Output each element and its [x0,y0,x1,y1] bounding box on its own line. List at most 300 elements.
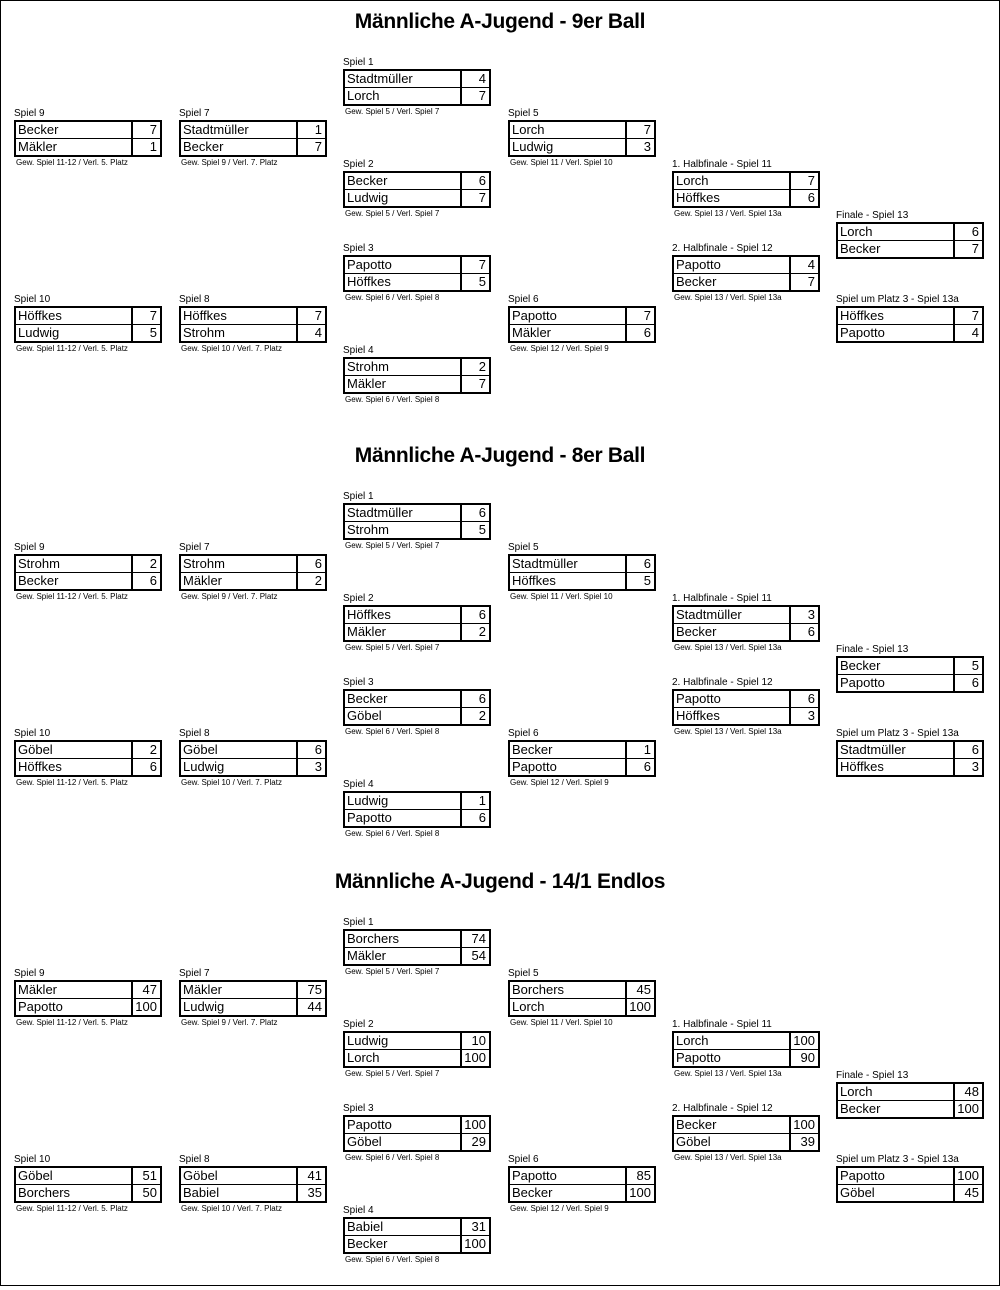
player-name: Becker [512,1185,553,1200]
match-label: Finale - Spiel 13 [836,210,909,221]
player-name: Becker [676,1117,717,1132]
player-name: Höffkes [512,573,556,588]
match-label: Spiel 10 [14,728,51,739]
match [836,1154,984,1217]
player-row [674,1117,818,1133]
match-note: Gew. Spiel 5 / Verl. Spiel 7 [345,967,440,976]
match-label: Spiel 6 [508,294,539,305]
match-box [179,980,327,1017]
player-name: Papotto [676,1050,721,1065]
match-label: 1. Halbfinale - Spiel 11 [672,1019,772,1030]
player-name: Göbel [840,1185,875,1200]
match [508,108,656,171]
match [14,542,162,605]
player-score: 7 [131,122,160,138]
player-row [181,998,325,1015]
match-note [836,777,984,791]
player-name: Lorch [676,1033,709,1048]
player-row [345,1033,489,1049]
match [179,294,327,357]
player-row [674,691,818,707]
player-name: Papotto [840,1168,885,1183]
player-row [345,505,489,521]
match [508,1154,656,1217]
match [508,294,656,357]
player-row [345,87,489,104]
match-note: Gew. Spiel 11 / Verl. Spiel 10 [510,592,613,601]
match-label: Spiel 3 [343,677,374,688]
player-row [345,359,489,375]
match-note: Gew. Spiel 5 / Verl. Spiel 7 [345,107,440,116]
match-note [836,1203,984,1217]
match-box [508,740,656,777]
player-name: Ludwig [347,190,389,205]
player-name: Mäkler [512,325,552,340]
player-score: 100 [789,1117,818,1133]
player-score: 7 [296,308,325,324]
player-score: 5 [131,325,160,341]
player-name: Mäkler [347,376,387,391]
player-score: 6 [131,573,160,589]
match [14,294,162,357]
player-score: 51 [131,1168,160,1184]
player-row [510,122,654,138]
player-name: Höffkes [676,190,720,205]
match-note: Gew. Spiel 6 / Verl. Spiel 8 [345,727,440,736]
match-label: Spiel 9 [14,542,45,553]
player-row [16,572,160,589]
player-score: 35 [296,1185,325,1201]
player-row [181,982,325,998]
match-label: Spiel 9 [14,108,45,119]
player-row [345,1049,489,1066]
match-box [343,689,491,726]
match-box [179,120,327,157]
player-score: 4 [953,325,982,341]
match-box [508,306,656,343]
player-row [674,1133,818,1150]
match-box [836,1166,984,1203]
match [836,1070,984,1133]
match-box [14,1166,162,1203]
player-name: Papotto [840,325,885,340]
match-box [179,554,327,591]
match-note: Gew. Spiel 11-12 / Verl. 5. Platz [16,158,128,167]
player-name: Strohm [18,556,60,571]
match-note: Gew. Spiel 6 / Verl. Spiel 8 [345,395,440,404]
match-label: Spiel 7 [179,108,210,119]
player-name: Strohm [347,359,389,374]
player-score: 5 [625,573,654,589]
player-name: Höffkes [840,308,884,323]
player-score: 2 [460,359,489,375]
player-score: 2 [460,708,489,724]
player-row [838,1084,982,1100]
player-row [345,931,489,947]
match-box [343,357,491,394]
match-note: Gew. Spiel 9 / Verl. 7. Platz [181,1018,278,1027]
match-label: Spiel um Platz 3 - Spiel 13a [836,294,959,305]
match [343,1103,491,1166]
player-row [181,556,325,572]
match-note: Gew. Spiel 9 / Verl. 7. Platz [181,592,278,601]
match [836,644,984,707]
match-label: Spiel 8 [179,728,210,739]
player-score: 7 [460,257,489,273]
player-score: 7 [953,241,982,257]
match [672,593,820,656]
match-label: Spiel 3 [343,1103,374,1114]
match-box [343,1031,491,1068]
player-score: 7 [460,190,489,206]
player-row [345,623,489,640]
player-row [674,707,818,724]
player-name: Mäkler [18,139,58,154]
player-name: Papotto [347,1117,392,1132]
match-note: Gew. Spiel 11-12 / Verl. 5. Platz [16,1018,128,1027]
player-name: Becker [347,691,388,706]
player-row [181,1184,325,1201]
player-row [16,1168,160,1184]
match-label: Spiel 4 [343,345,374,356]
player-score: 6 [953,224,982,240]
player-name: Papotto [840,675,885,690]
match-label: Spiel 4 [343,779,374,790]
player-score: 3 [625,139,654,155]
player-score: 54 [460,948,489,964]
bracket-section [0,860,1000,1290]
player-score: 7 [789,173,818,189]
player-name: Lorch [676,173,709,188]
player-name: Lorch [840,224,873,239]
player-name: Ludwig [183,759,225,774]
player-score: 29 [460,1134,489,1150]
match [343,779,491,842]
match-note: Gew. Spiel 10 / Verl. 7. Platz [181,1204,282,1213]
match [508,728,656,791]
match-note [836,1119,984,1133]
player-score: 2 [131,742,160,758]
player-row [16,742,160,758]
player-row [838,658,982,674]
match-note: Gew. Spiel 13 / Verl. Spiel 13a [674,209,782,218]
match-box [672,1031,820,1068]
player-name: Mäkler [347,948,387,963]
player-score: 5 [460,274,489,290]
player-name: Becker [840,658,881,673]
player-score: 100 [789,1033,818,1049]
player-row [674,173,818,189]
player-row [838,224,982,240]
match-label: 2. Halbfinale - Spiel 12 [672,1103,773,1114]
player-name: Stadtmüller [840,742,906,757]
player-name: Höffkes [18,308,62,323]
player-name: Ludwig [347,793,389,808]
player-name: Mäkler [18,982,58,997]
match-note [836,259,984,273]
match-box [836,222,984,259]
section-title: Männliche A-Jugend - 14/1 Endlos [334,870,666,893]
player-row [510,138,654,155]
match-box [836,656,984,693]
match [836,210,984,273]
player-name: Becker [676,624,717,639]
match-note: Gew. Spiel 9 / Verl. 7. Platz [181,158,278,167]
player-score: 6 [296,556,325,572]
player-score: 6 [953,742,982,758]
section-title: Männliche A-Jugend - 8er Ball [354,444,646,467]
player-score: 100 [953,1101,982,1117]
player-row [345,947,489,964]
player-row [345,375,489,392]
player-row [345,707,489,724]
player-name: Lorch [512,122,545,137]
player-name: Göbel [676,1134,711,1149]
player-score: 6 [625,759,654,775]
match-box [508,554,656,591]
player-score: 7 [789,274,818,290]
player-score: 1 [460,793,489,809]
match-note [836,343,984,357]
player-name: Strohm [347,522,389,537]
player-score: 4 [460,71,489,87]
match [179,1154,327,1217]
match-label: Spiel 10 [14,1154,51,1165]
player-score: 6 [625,325,654,341]
player-name: Göbel [183,1168,218,1183]
match-label: Finale - Spiel 13 [836,644,909,655]
match-label: Spiel 1 [343,491,374,502]
match-note [836,693,984,707]
match-box [343,1115,491,1152]
player-row [510,556,654,572]
player-name: Stadtmüller [676,607,742,622]
player-name: Babiel [183,1185,220,1200]
match [343,1019,491,1082]
player-row [16,556,160,572]
player-score: 10 [460,1033,489,1049]
player-score: 31 [460,1219,489,1235]
match [179,728,327,791]
match-label: Spiel 5 [508,108,539,119]
player-row [674,1049,818,1066]
player-row [345,521,489,538]
match [672,159,820,222]
player-row [674,189,818,206]
match [14,728,162,791]
player-name: Göbel [183,742,218,757]
player-score: 39 [789,1134,818,1150]
match-label: Finale - Spiel 13 [836,1070,909,1081]
player-score: 6 [789,624,818,640]
match-box [508,120,656,157]
player-score: 50 [131,1185,160,1201]
player-row [16,122,160,138]
player-score: 6 [789,190,818,206]
match-label: Spiel 2 [343,593,374,604]
match-note: Gew. Spiel 6 / Verl. Spiel 8 [345,1153,440,1162]
player-row [838,1184,982,1201]
player-score: 100 [131,999,160,1015]
player-name: Stadtmüller [347,505,413,520]
player-row [838,308,982,324]
match-label: Spiel 8 [179,1154,210,1165]
player-row [345,71,489,87]
match-box [672,605,820,642]
match-note: Gew. Spiel 5 / Verl. Spiel 7 [345,1069,440,1078]
player-name: Ludwig [347,1033,389,1048]
player-score: 6 [460,505,489,521]
player-row [510,1184,654,1201]
player-name: Strohm [183,556,225,571]
match-label: Spiel 5 [508,542,539,553]
match-note: Gew. Spiel 6 / Verl. Spiel 8 [345,293,440,302]
match-box [343,1217,491,1254]
match [836,294,984,357]
player-row [345,607,489,623]
match-box [343,605,491,642]
match [343,345,491,408]
player-name: Strohm [183,325,225,340]
match [179,108,327,171]
match-box [14,980,162,1017]
player-name: Borchers [512,982,565,997]
player-score: 75 [296,982,325,998]
player-row [345,809,489,826]
player-row [181,324,325,341]
player-name: Papotto [676,691,721,706]
player-score: 48 [953,1084,982,1100]
match [343,159,491,222]
player-row [838,742,982,758]
player-row [16,324,160,341]
player-row [674,607,818,623]
match-label: Spiel 1 [343,917,374,928]
player-name: Becker [183,139,224,154]
match [672,243,820,306]
player-name: Becker [347,1236,388,1251]
player-row [510,758,654,775]
player-row [345,1117,489,1133]
player-name: Becker [18,122,59,137]
match-note: Gew. Spiel 6 / Verl. Spiel 8 [345,1255,440,1264]
match-note: Gew. Spiel 13 / Verl. Spiel 13a [674,643,782,652]
match-note: Gew. Spiel 11 / Verl. Spiel 10 [510,158,613,167]
player-score: 6 [460,810,489,826]
bracket-section [0,0,1000,430]
match [343,677,491,740]
match-label: Spiel 9 [14,968,45,979]
player-row [345,691,489,707]
match-box [179,740,327,777]
player-score: 100 [460,1050,489,1066]
match [836,728,984,791]
player-name: Papotto [512,1168,557,1183]
match [343,491,491,554]
player-score: 7 [131,308,160,324]
player-row [181,138,325,155]
match-note: Gew. Spiel 10 / Verl. 7. Platz [181,344,282,353]
match-box [14,306,162,343]
match [508,968,656,1031]
player-name: Höffkes [183,308,227,323]
player-row [16,308,160,324]
match-label: Spiel 2 [343,159,374,170]
player-name: Papotto [512,308,557,323]
player-row [16,998,160,1015]
match-box [14,120,162,157]
player-row [345,173,489,189]
match-label: Spiel 1 [343,57,374,68]
player-score: 7 [460,376,489,392]
player-name: Stadtmüller [183,122,249,137]
player-row [510,1168,654,1184]
match-label: Spiel 5 [508,968,539,979]
match-label: Spiel 2 [343,1019,374,1030]
player-name: Mäkler [347,624,387,639]
player-name: Papotto [347,810,392,825]
match-box [836,740,984,777]
player-score: 45 [953,1185,982,1201]
match-box [672,689,820,726]
player-row [16,1184,160,1201]
player-score: 5 [953,658,982,674]
player-score: 100 [953,1168,982,1184]
match-note: Gew. Spiel 11-12 / Verl. 5. Platz [16,592,128,601]
match [179,968,327,1031]
match-note: Gew. Spiel 13 / Verl. Spiel 13a [674,293,782,302]
player-score: 3 [789,607,818,623]
player-score: 74 [460,931,489,947]
player-score: 85 [625,1168,654,1184]
player-name: Papotto [18,999,63,1014]
match-label: Spiel 7 [179,542,210,553]
player-name: Höffkes [676,708,720,723]
player-name: Borchers [18,1185,71,1200]
player-name: Becker [512,742,553,757]
player-score: 7 [296,139,325,155]
player-row [181,308,325,324]
player-name: Göbel [347,708,382,723]
player-row [181,742,325,758]
player-row [510,572,654,589]
player-name: Mäkler [183,573,223,588]
match [672,1103,820,1166]
player-row [16,982,160,998]
match [343,243,491,306]
player-name: Höffkes [347,607,391,622]
player-score: 41 [296,1168,325,1184]
player-row [674,257,818,273]
player-score: 100 [625,1185,654,1201]
player-score: 100 [625,999,654,1015]
match-box [14,740,162,777]
match-note: Gew. Spiel 11 / Verl. Spiel 10 [510,1018,613,1027]
player-row [16,758,160,775]
player-name: Becker [676,274,717,289]
player-score: 6 [460,173,489,189]
player-name: Göbel [347,1134,382,1149]
player-name: Becker [840,241,881,256]
match [508,542,656,605]
match-note: Gew. Spiel 5 / Verl. Spiel 7 [345,541,440,550]
player-score: 6 [953,675,982,691]
match-note: Gew. Spiel 5 / Verl. Spiel 7 [345,209,440,218]
player-score: 4 [789,257,818,273]
match-label: Spiel 3 [343,243,374,254]
player-row [181,572,325,589]
player-row [838,240,982,257]
